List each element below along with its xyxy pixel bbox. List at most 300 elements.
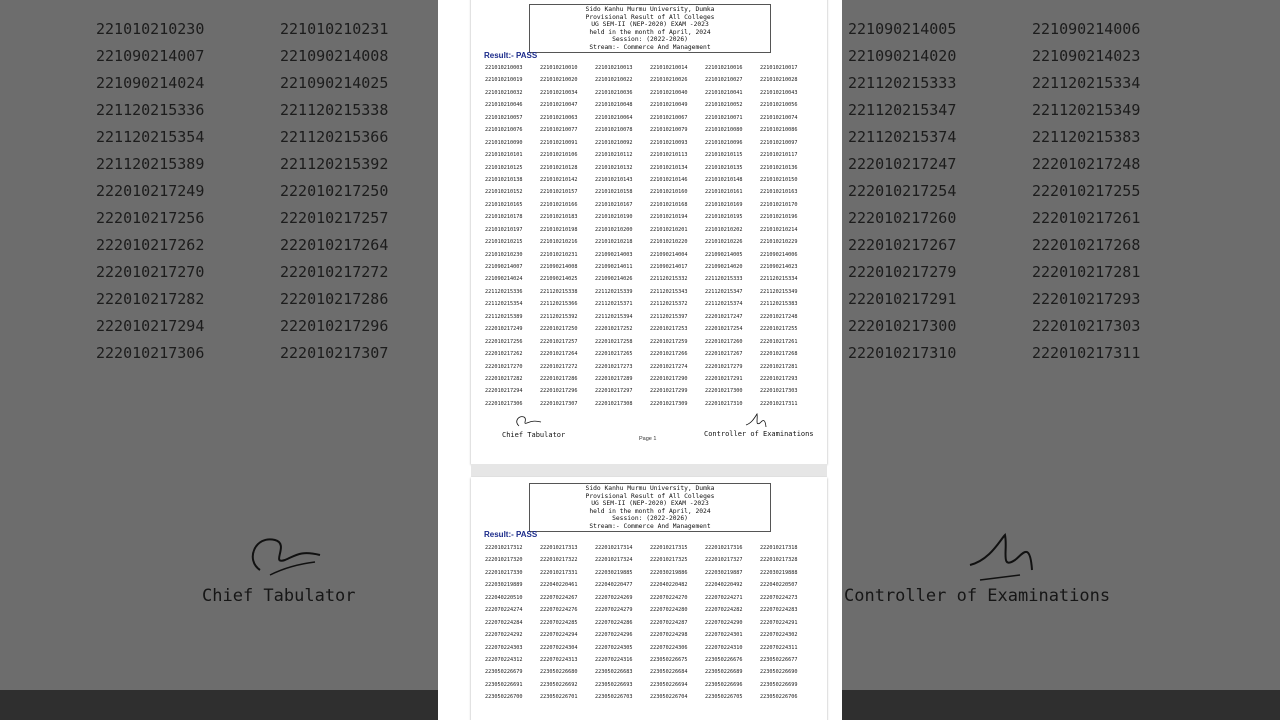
roll-number-cell: 222010217310 bbox=[705, 400, 743, 407]
controller-signature-large bbox=[960, 530, 1040, 585]
roll-number-cell: 222010217262 bbox=[485, 351, 523, 358]
roll-number-cell: 222070224302 bbox=[760, 632, 798, 639]
roll-number-cell: 221010210163 bbox=[760, 189, 798, 196]
roll-number-cell: 223050226699 bbox=[760, 681, 798, 688]
table-row bbox=[485, 326, 815, 338]
roll-number-cell: 222070224287 bbox=[650, 619, 688, 626]
roll-number-cell: 222010217327 bbox=[705, 557, 743, 564]
header-stream: Stream:- Commerce And Management bbox=[589, 522, 711, 530]
roll-number-cell: 221010210183 bbox=[540, 214, 578, 221]
roll-number-cell: 221010210215 bbox=[485, 239, 523, 246]
header-stream: Stream:- Commerce And Management bbox=[589, 43, 711, 51]
roll-number-cell: 222010217270 bbox=[485, 363, 523, 370]
roll-number-cell: 222010217290 bbox=[650, 375, 688, 382]
roll-number-cell: 222010217293 bbox=[760, 375, 798, 382]
table-row bbox=[485, 314, 815, 326]
table-row bbox=[485, 669, 815, 681]
roll-number-cell: 222010217297 bbox=[595, 388, 633, 395]
roll-number-cell: 221120215394 bbox=[595, 313, 633, 320]
page-number: Page 1 bbox=[639, 436, 657, 442]
roll-number-cell: 221010210076 bbox=[485, 127, 523, 134]
roll-number-cell: 222010217314 bbox=[595, 545, 633, 551]
table-row bbox=[485, 632, 815, 644]
table-row bbox=[485, 682, 815, 694]
roll-number-cell: 221010210168 bbox=[650, 201, 688, 208]
table-row bbox=[485, 351, 815, 363]
roll-number-cell: 221010210056 bbox=[760, 102, 798, 109]
roll-number-cell: 222010217313 bbox=[540, 545, 578, 551]
table-row bbox=[485, 214, 815, 226]
roll-number-cell: 221010210231 bbox=[540, 251, 578, 258]
roll-number-cell: 221010210216 bbox=[540, 239, 578, 246]
background-column-right: 221090214005 221090214020 221120215333 221120215347 221120215374 222010217247 222010217254 222010217260 222010217267 222010217279 222010217291 222010217300 222010217310 bbox=[848, 20, 957, 362]
controller-label: Controller of Examinations bbox=[704, 430, 814, 438]
roll-number-cell: 221010210113 bbox=[650, 152, 688, 159]
roll-number-cell: 221120215336 bbox=[485, 288, 523, 295]
roll-number-cell: 221120215392 bbox=[540, 313, 578, 320]
roll-number-cell: 222010217296 bbox=[540, 388, 578, 395]
roll-number-cell: 222070224273 bbox=[760, 594, 798, 601]
roll-number-cell: 222070224305 bbox=[595, 644, 633, 651]
result-label: Result:- PASS bbox=[484, 51, 538, 60]
roll-number-cell: 221120215354 bbox=[485, 301, 523, 308]
roll-number-cell: 223050226689 bbox=[705, 669, 743, 676]
roll-number-cell: 222070224285 bbox=[540, 619, 578, 626]
roll-number-cell: 221010210090 bbox=[485, 139, 523, 146]
roll-number-cell: 221010210125 bbox=[485, 164, 523, 171]
roll-number-cell: 221010210142 bbox=[540, 176, 578, 183]
table-row bbox=[485, 545, 815, 557]
roll-number-cell: 221010210003 bbox=[485, 65, 523, 71]
roll-number-cell: 221010210136 bbox=[760, 164, 798, 171]
roll-number-cell: 221010210093 bbox=[650, 139, 688, 146]
roll-number-grid bbox=[485, 65, 815, 413]
roll-number-cell: 222010217265 bbox=[595, 351, 633, 358]
roll-number-cell: 221090214011 bbox=[595, 264, 633, 270]
page-separator bbox=[471, 464, 827, 477]
roll-number-cell: 221010210158 bbox=[595, 189, 633, 196]
roll-number-cell: 222070224316 bbox=[595, 656, 633, 663]
roll-number-cell: 222070224303 bbox=[485, 644, 523, 651]
roll-number-cell: 222010217331 bbox=[540, 569, 578, 576]
table-row bbox=[485, 694, 815, 706]
roll-number-cell: 221010210214 bbox=[760, 226, 798, 233]
roll-number-cell: 222010217250 bbox=[540, 326, 578, 333]
chief-signature-large bbox=[240, 530, 330, 585]
roll-number-cell: 221010210041 bbox=[705, 89, 743, 96]
viewer-gutter bbox=[438, 0, 471, 720]
background-chief-label: Chief Tabulator bbox=[202, 586, 356, 606]
roll-number-cell: 222070224280 bbox=[650, 607, 688, 614]
roll-number-cell: 221010210028 bbox=[760, 77, 798, 84]
roll-number-cell: 221010210190 bbox=[595, 214, 633, 221]
header-exam: UG SEM-II (NEP-2020) EXAM -2023 bbox=[591, 500, 709, 507]
roll-number-cell: 221010210017 bbox=[760, 65, 798, 71]
roll-number-cell: 221010210022 bbox=[595, 77, 633, 84]
roll-number-cell: 221010210138 bbox=[485, 176, 523, 183]
roll-number-cell: 221010210106 bbox=[540, 152, 578, 159]
roll-number-cell: 222010217294 bbox=[485, 388, 523, 395]
roll-number-cell: 221010210165 bbox=[485, 201, 523, 208]
document-viewer[interactable] bbox=[438, 0, 842, 720]
roll-number-cell: 221010210115 bbox=[705, 152, 743, 159]
roll-number-cell: 221010210196 bbox=[760, 214, 798, 221]
controller-signature bbox=[743, 413, 769, 431]
roll-number-cell: 221010210170 bbox=[760, 201, 798, 208]
roll-number-cell: 222010217306 bbox=[485, 400, 523, 407]
table-row bbox=[485, 115, 815, 127]
roll-number-cell: 221010210169 bbox=[705, 201, 743, 208]
roll-number-cell: 221010210074 bbox=[760, 114, 798, 121]
roll-number-cell: 222040220461 bbox=[540, 582, 578, 589]
table-row bbox=[485, 388, 815, 400]
roll-number-cell: 222010217266 bbox=[650, 351, 688, 358]
roll-number-cell: 222030219885 bbox=[595, 569, 633, 576]
roll-number-cell: 222030219889 bbox=[485, 582, 523, 589]
roll-number-cell: 223050226675 bbox=[650, 656, 688, 663]
chief-tabulator-label: Chief Tabulator bbox=[502, 431, 566, 439]
roll-number-cell: 221010210194 bbox=[650, 214, 688, 221]
roll-number-cell: 221090214008 bbox=[540, 264, 578, 270]
roll-number-cell: 221010210057 bbox=[485, 114, 523, 121]
roll-number-cell: 221120215333 bbox=[705, 276, 743, 283]
roll-number-cell: 222030219887 bbox=[705, 569, 743, 576]
roll-number-cell: 223050226680 bbox=[540, 669, 578, 676]
roll-number-cell: 221010210230 bbox=[485, 251, 523, 258]
roll-number-cell: 222040220477 bbox=[595, 582, 633, 589]
table-row bbox=[485, 165, 815, 177]
roll-number-cell: 222010217248 bbox=[760, 313, 798, 320]
roll-number-cell: 222010217260 bbox=[705, 338, 743, 345]
page-header bbox=[529, 4, 771, 53]
roll-number-cell: 222040220482 bbox=[650, 582, 688, 589]
roll-number-cell: 221010210080 bbox=[705, 127, 743, 134]
roll-number-cell: 221010210019 bbox=[485, 77, 523, 84]
roll-number-cell: 221010210020 bbox=[540, 77, 578, 84]
header-title: Provisional Result of All Colleges bbox=[585, 492, 715, 500]
table-row bbox=[485, 607, 815, 619]
roll-number-cell: 221090214003 bbox=[595, 251, 633, 258]
roll-number-cell: 223050226693 bbox=[595, 681, 633, 688]
table-row bbox=[485, 657, 815, 669]
roll-number-cell: 222010217257 bbox=[540, 338, 578, 345]
table-row bbox=[485, 645, 815, 657]
roll-number-cell: 222070224298 bbox=[650, 632, 688, 639]
roll-number-cell: 222070224311 bbox=[760, 644, 798, 651]
table-row bbox=[485, 264, 815, 276]
table-row bbox=[485, 557, 815, 569]
roll-number-cell: 221010210128 bbox=[540, 164, 578, 171]
roll-number-cell: 222010217279 bbox=[705, 363, 743, 370]
roll-number-cell: 222070224301 bbox=[705, 632, 743, 639]
roll-number-cell: 221010210067 bbox=[650, 114, 688, 121]
result-page-1 bbox=[471, 0, 827, 464]
roll-number-cell: 221010210166 bbox=[540, 201, 578, 208]
roll-number-cell: 221010210112 bbox=[595, 152, 633, 159]
table-row bbox=[485, 620, 815, 632]
roll-number-cell: 222010217325 bbox=[650, 557, 688, 564]
roll-number-cell: 222010217320 bbox=[485, 557, 523, 564]
roll-number-cell: 222070224274 bbox=[485, 607, 523, 614]
chief-signature bbox=[513, 414, 545, 430]
table-row bbox=[485, 595, 815, 607]
roll-number-cell: 221010210197 bbox=[485, 226, 523, 233]
roll-number-cell: 222070224284 bbox=[485, 619, 523, 626]
table-row bbox=[485, 90, 815, 102]
roll-number-cell: 222010217312 bbox=[485, 545, 523, 551]
roll-number-cell: 222010217259 bbox=[650, 338, 688, 345]
roll-number-cell: 221010210010 bbox=[540, 65, 578, 71]
roll-number-cell: 222070224310 bbox=[705, 644, 743, 651]
table-row bbox=[485, 227, 815, 239]
roll-number-cell: 222010217322 bbox=[540, 557, 578, 564]
roll-number-cell: 221120215374 bbox=[705, 301, 743, 308]
roll-number-cell: 222010217272 bbox=[540, 363, 578, 370]
roll-number-cell: 221010210063 bbox=[540, 114, 578, 121]
roll-number-cell: 222010217303 bbox=[760, 388, 798, 395]
roll-number-cell: 222010217299 bbox=[650, 388, 688, 395]
roll-number-cell: 221010210150 bbox=[760, 176, 798, 183]
roll-number-cell: 222010217273 bbox=[595, 363, 633, 370]
roll-number-cell: 221010210027 bbox=[705, 77, 743, 84]
roll-number-cell: 222040220507 bbox=[760, 582, 798, 589]
background-controller-label: Controller of Examinations bbox=[844, 586, 1111, 606]
roll-number-cell: 222070224276 bbox=[540, 607, 578, 614]
roll-number-cell: 222010217291 bbox=[705, 375, 743, 382]
roll-number-cell: 221090214024 bbox=[485, 276, 523, 283]
roll-number-cell: 221010210148 bbox=[705, 176, 743, 183]
roll-number-cell: 221120215366 bbox=[540, 301, 578, 308]
roll-number-cell: 221120215338 bbox=[540, 288, 578, 295]
roll-number-cell: 221090214025 bbox=[540, 276, 578, 283]
roll-number-cell: 222010217267 bbox=[705, 351, 743, 358]
roll-number-cell: 222010217254 bbox=[705, 326, 743, 333]
roll-number-cell: 221120215343 bbox=[650, 288, 688, 295]
roll-number-cell: 222070224283 bbox=[760, 607, 798, 614]
roll-number-cell: 223050226700 bbox=[485, 694, 523, 701]
table-row bbox=[485, 582, 815, 594]
roll-number-cell: 221010210152 bbox=[485, 189, 523, 196]
roll-number-cell: 221010210161 bbox=[705, 189, 743, 196]
roll-number-cell: 222010217289 bbox=[595, 375, 633, 382]
roll-number-cell: 221120215334 bbox=[760, 276, 798, 283]
roll-number-cell: 221010210040 bbox=[650, 89, 688, 96]
roll-number-cell: 221120215371 bbox=[595, 301, 633, 308]
roll-number-cell: 221120215347 bbox=[705, 288, 743, 295]
roll-number-cell: 222010217261 bbox=[760, 338, 798, 345]
roll-number-cell: 221090214004 bbox=[650, 251, 688, 258]
roll-number-cell: 221120215397 bbox=[650, 313, 688, 320]
roll-number-cell: 223050226694 bbox=[650, 681, 688, 688]
table-row bbox=[485, 202, 815, 214]
roll-number-cell: 221010210014 bbox=[650, 65, 688, 71]
roll-number-cell: 222070224290 bbox=[705, 619, 743, 626]
roll-number-cell: 221090214007 bbox=[485, 264, 523, 270]
roll-number-cell: 222010217324 bbox=[595, 557, 633, 564]
roll-number-cell: 223050226696 bbox=[705, 681, 743, 688]
header-university: Sido Kanhu Murmu University, Dumka bbox=[585, 6, 715, 13]
roll-number-cell: 221010210016 bbox=[705, 65, 743, 71]
roll-number-cell: 221010210134 bbox=[650, 164, 688, 171]
roll-number-cell: 221010210229 bbox=[760, 239, 798, 246]
roll-number-cell: 223050226692 bbox=[540, 681, 578, 688]
roll-number-cell: 221120215332 bbox=[650, 276, 688, 283]
table-row bbox=[485, 339, 815, 351]
roll-number-cell: 222070224313 bbox=[540, 656, 578, 663]
roll-number-cell: 222010217268 bbox=[760, 351, 798, 358]
header-month: held in the month of April, 2024 bbox=[589, 507, 711, 515]
roll-number-cell: 221010210046 bbox=[485, 102, 523, 109]
roll-number-cell: 222070224282 bbox=[705, 607, 743, 614]
roll-number-cell: 221090214005 bbox=[705, 251, 743, 258]
roll-number-cell: 221090214026 bbox=[595, 276, 633, 283]
roll-number-cell: 222070224269 bbox=[595, 594, 633, 601]
header-exam: UG SEM-II (NEP-2020) EXAM -2023 bbox=[591, 21, 709, 28]
roll-number-cell: 223050226701 bbox=[540, 694, 578, 701]
roll-number-cell: 221010210220 bbox=[650, 239, 688, 246]
table-row bbox=[485, 102, 815, 114]
roll-number-cell: 223050226706 bbox=[760, 694, 798, 701]
table-row bbox=[485, 401, 815, 413]
roll-number-cell: 221010210097 bbox=[760, 139, 798, 146]
roll-number-cell: 222040220510 bbox=[485, 594, 523, 601]
roll-number-cell: 222010217252 bbox=[595, 326, 633, 333]
roll-number-cell: 223050226703 bbox=[595, 694, 633, 701]
header-month: held in the month of April, 2024 bbox=[589, 28, 711, 36]
roll-number-cell: 223050226679 bbox=[485, 669, 523, 676]
roll-number-cell: 223050226684 bbox=[650, 669, 688, 676]
table-row bbox=[485, 239, 815, 251]
roll-number-cell: 221010210086 bbox=[760, 127, 798, 134]
roll-number-cell: 221010210052 bbox=[705, 102, 743, 109]
roll-number-cell: 222030219888 bbox=[760, 569, 798, 576]
roll-number-cell: 222070224291 bbox=[760, 619, 798, 626]
roll-number-cell: 221010210132 bbox=[595, 164, 633, 171]
roll-number-cell: 221010210117 bbox=[760, 152, 798, 159]
roll-number-cell: 221010210178 bbox=[485, 214, 523, 221]
roll-number-cell: 221010210043 bbox=[760, 89, 798, 96]
roll-number-cell: 221010210200 bbox=[595, 226, 633, 233]
roll-number-cell: 222010217249 bbox=[485, 326, 523, 333]
roll-number-cell: 221120215349 bbox=[760, 288, 798, 295]
roll-number-cell: 221010210096 bbox=[705, 139, 743, 146]
result-page-2 bbox=[471, 477, 827, 720]
roll-number-cell: 222010217274 bbox=[650, 363, 688, 370]
table-row bbox=[485, 276, 815, 288]
roll-number-cell: 222010217315 bbox=[650, 545, 688, 551]
roll-number-cell: 221090214023 bbox=[760, 264, 798, 270]
roll-number-cell: 221090214020 bbox=[705, 264, 743, 270]
roll-number-cell: 222040220492 bbox=[705, 582, 743, 589]
roll-number-cell: 222010217311 bbox=[760, 400, 798, 407]
roll-number-grid-2 bbox=[485, 545, 815, 707]
header-title: Provisional Result of All Colleges bbox=[585, 13, 715, 21]
roll-number-cell: 223050226690 bbox=[760, 669, 798, 676]
roll-number-cell: 222070224294 bbox=[540, 632, 578, 639]
roll-number-cell: 221120215389 bbox=[485, 313, 523, 320]
roll-number-cell: 221010210198 bbox=[540, 226, 578, 233]
roll-number-cell: 221010210091 bbox=[540, 139, 578, 146]
table-row bbox=[485, 364, 815, 376]
roll-number-cell: 223050226704 bbox=[650, 694, 688, 701]
roll-number-cell: 222010217309 bbox=[650, 400, 688, 407]
roll-number-cell: 222070224286 bbox=[595, 619, 633, 626]
roll-number-cell: 222010217308 bbox=[595, 400, 633, 407]
roll-number-cell: 221010210218 bbox=[595, 239, 633, 246]
roll-number-cell: 223050226705 bbox=[705, 694, 743, 701]
header-session: Session: (2022-2026) bbox=[612, 515, 688, 522]
roll-number-cell: 221010210157 bbox=[540, 189, 578, 196]
background-column-right-2: 221090214006 221090214023 221120215334 221120215349 221120215383 222010217248 222010217255 222010217261 222010217268 222010217281 222010217293 222010217303 222010217311 bbox=[1032, 20, 1141, 362]
roll-number-cell: 221120215339 bbox=[595, 288, 633, 295]
roll-number-cell: 222010217281 bbox=[760, 363, 798, 370]
roll-number-cell: 222010217286 bbox=[540, 375, 578, 382]
roll-number-cell: 221010210201 bbox=[650, 226, 688, 233]
roll-number-cell: 221010210047 bbox=[540, 102, 578, 109]
roll-number-cell: 223050226677 bbox=[760, 656, 798, 663]
roll-number-cell: 222010217264 bbox=[540, 351, 578, 358]
roll-number-cell: 222010217247 bbox=[705, 313, 743, 320]
roll-number-cell: 222010217255 bbox=[760, 326, 798, 333]
roll-number-cell: 222010217256 bbox=[485, 338, 523, 345]
roll-number-cell: 222070224312 bbox=[485, 656, 523, 663]
header-university: Sido Kanhu Murmu University, Dumka bbox=[585, 485, 715, 492]
table-row bbox=[485, 152, 815, 164]
roll-number-cell: 221010210032 bbox=[485, 89, 523, 96]
roll-number-cell: 221120215372 bbox=[650, 301, 688, 308]
roll-number-cell: 221010210049 bbox=[650, 102, 688, 109]
table-row bbox=[485, 177, 815, 189]
roll-number-cell: 223050226691 bbox=[485, 681, 523, 688]
roll-number-cell: 221010210077 bbox=[540, 127, 578, 134]
roll-number-cell: 222010217316 bbox=[705, 545, 743, 551]
table-row bbox=[485, 252, 815, 264]
roll-number-cell: 221010210036 bbox=[595, 89, 633, 96]
roll-number-cell: 222010217328 bbox=[760, 557, 798, 564]
result-label-2: Result:- PASS bbox=[484, 530, 538, 539]
roll-number-cell: 222010217300 bbox=[705, 388, 743, 395]
table-row bbox=[485, 77, 815, 89]
roll-number-cell: 222010217253 bbox=[650, 326, 688, 333]
roll-number-cell: 222070224270 bbox=[650, 594, 688, 601]
roll-number-cell: 222070224304 bbox=[540, 644, 578, 651]
roll-number-cell: 222010217307 bbox=[540, 400, 578, 407]
roll-number-cell: 222070224306 bbox=[650, 644, 688, 651]
roll-number-cell: 221010210202 bbox=[705, 226, 743, 233]
roll-number-cell: 221010210135 bbox=[705, 164, 743, 171]
roll-number-cell: 221010210167 bbox=[595, 201, 633, 208]
roll-number-cell: 221120215383 bbox=[760, 301, 798, 308]
roll-number-cell: 222030219886 bbox=[650, 569, 688, 576]
table-row bbox=[485, 140, 815, 152]
roll-number-cell: 221010210078 bbox=[595, 127, 633, 134]
roll-number-cell: 223050226683 bbox=[595, 669, 633, 676]
roll-number-cell: 221010210143 bbox=[595, 176, 633, 183]
roll-number-cell: 222070224279 bbox=[595, 607, 633, 614]
roll-number-cell: 221010210101 bbox=[485, 152, 523, 159]
header-session: Session: (2022-2026) bbox=[612, 36, 688, 43]
roll-number-cell: 221010210079 bbox=[650, 127, 688, 134]
roll-number-cell: 222010217318 bbox=[760, 545, 798, 551]
roll-number-cell: 222070224292 bbox=[485, 632, 523, 639]
table-row bbox=[485, 127, 815, 139]
roll-number-cell: 221010210071 bbox=[705, 114, 743, 121]
background-column-left: 221010210230 221090214007 221090214024 221120215336 221120215354 221120215389 222010217249 222010217256 222010217262 222010217270 222010217282 222010217294 222010217306 bbox=[96, 20, 205, 362]
roll-number-cell: 221010210064 bbox=[595, 114, 633, 121]
roll-number-cell: 221010210160 bbox=[650, 189, 688, 196]
roll-number-cell: 222010217282 bbox=[485, 375, 523, 382]
roll-number-cell: 221010210092 bbox=[595, 139, 633, 146]
